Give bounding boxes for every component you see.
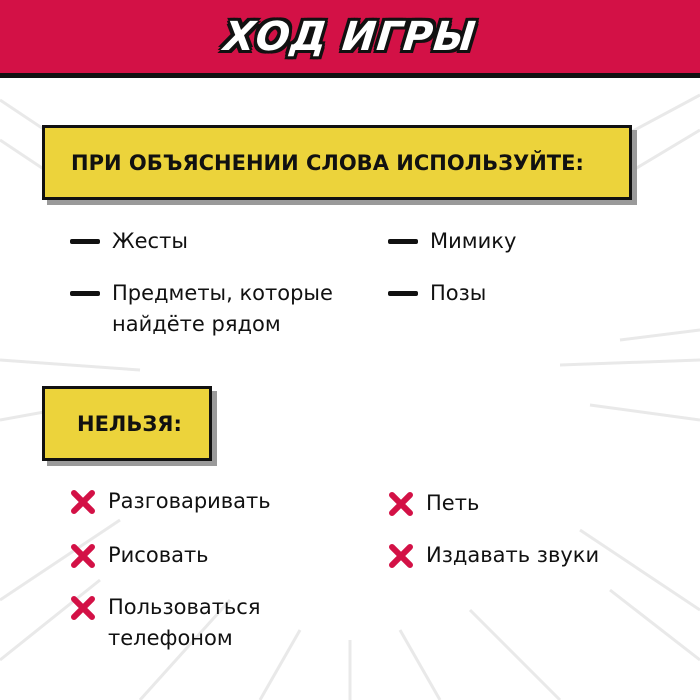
forbidden-item [70,540,209,571]
dash-icon [70,239,100,244]
forbidden-title: НЕЛЬЗЯ: [77,411,182,436]
allowed-item [70,226,188,257]
allowed-section-header [42,125,632,200]
forbidden-section-header [42,386,212,461]
dash-icon [388,239,418,244]
cross-icon [388,491,414,517]
page-title: ХОД ИГРЫ [221,13,479,60]
allowed-item-label: Мимику [430,229,517,253]
header-banner [0,0,700,78]
cross-icon [70,489,96,515]
forbidden-item-label: Пользоваться телефоном [108,595,261,650]
allowed-item-label: Жесты [112,229,188,253]
dash-icon [388,291,418,296]
cross-icon [70,543,96,569]
forbidden-item-label: Петь [426,491,480,515]
allowed-item-label: Позы [430,281,487,305]
forbidden-item [388,540,599,571]
cross-icon [388,543,414,569]
forbidden-item-label: Рисовать [108,543,209,567]
allowed-title: ПРИ ОБЪЯСНЕНИИ СЛОВА ИСПОЛЬЗУЙТЕ: [71,150,584,175]
forbidden-item [388,488,479,519]
cross-icon [70,595,96,621]
allowed-item [388,278,486,309]
dash-icon [70,291,100,296]
forbidden-item [70,592,261,654]
allowed-item-label: Предметы, которые найдёте рядом [112,281,333,336]
forbidden-item-label: Разговаривать [108,489,271,513]
forbidden-item [70,486,271,517]
allowed-item [70,278,333,340]
forbidden-item-label: Издавать звуки [426,543,600,567]
allowed-item [388,226,516,257]
